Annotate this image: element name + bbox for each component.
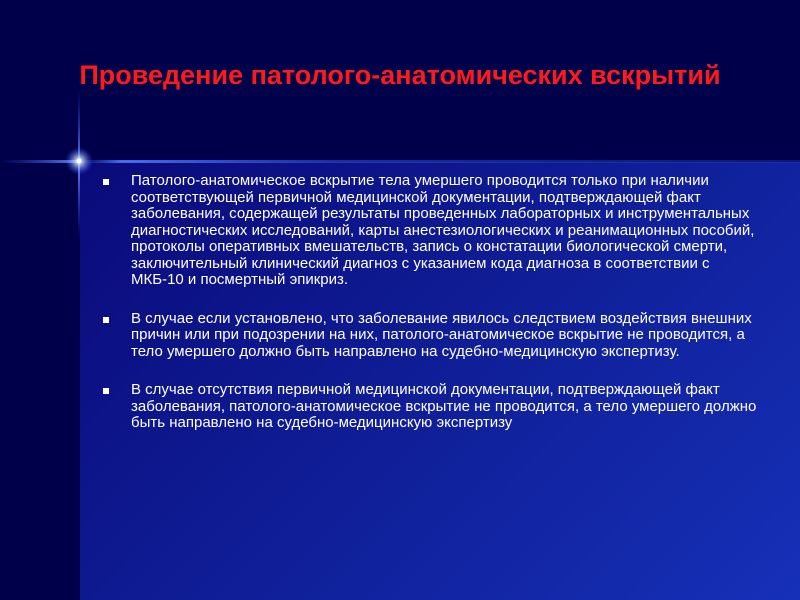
slide-title: Проведение патолого-анатомических вскрытий (79, 60, 721, 90)
slide-left-band (0, 162, 80, 600)
square-bullet-icon (103, 179, 109, 185)
bullet-list (100, 173, 760, 432)
list-item (100, 382, 760, 432)
list-item-text: В случае если установлено, что заболевание явилось следствием воздействия внешних причин или при подозрении на них, патолого-анатомическое вскрытие не проводится, а тело умершего должно быть направлено на судебно-медицинскую экспертизу. (131, 309, 752, 360)
list-item-text: В случае отсутствия первичной медицинской документации, подтверждающей факт заболевания, патолого-анатомическое вскрытие не проводится, а тело умершего должно быть направлено на судебно-медицинскую экспертизу (131, 381, 757, 431)
list-item (100, 311, 760, 361)
list-item-text: Патолого-анатомическое вскрытие тела умершего проводится только при наличии соответствующей первичной медицинской документации, подтверждающей факт заболевания, содержащей результаты проведенных лабораторных и инструментальных диагностических исследований, карты анестезиологических и реанимационных пособий, протоколы оперативных вмешательств, запись о констатации биологической смерти, заключительный клинический диагноз с указанием кода диагноза в соответствии с МКБ-10 и посмертный эпикриз. (131, 172, 755, 288)
square-bullet-icon (103, 317, 109, 323)
square-bullet-icon (103, 388, 109, 394)
list-item (100, 173, 760, 289)
